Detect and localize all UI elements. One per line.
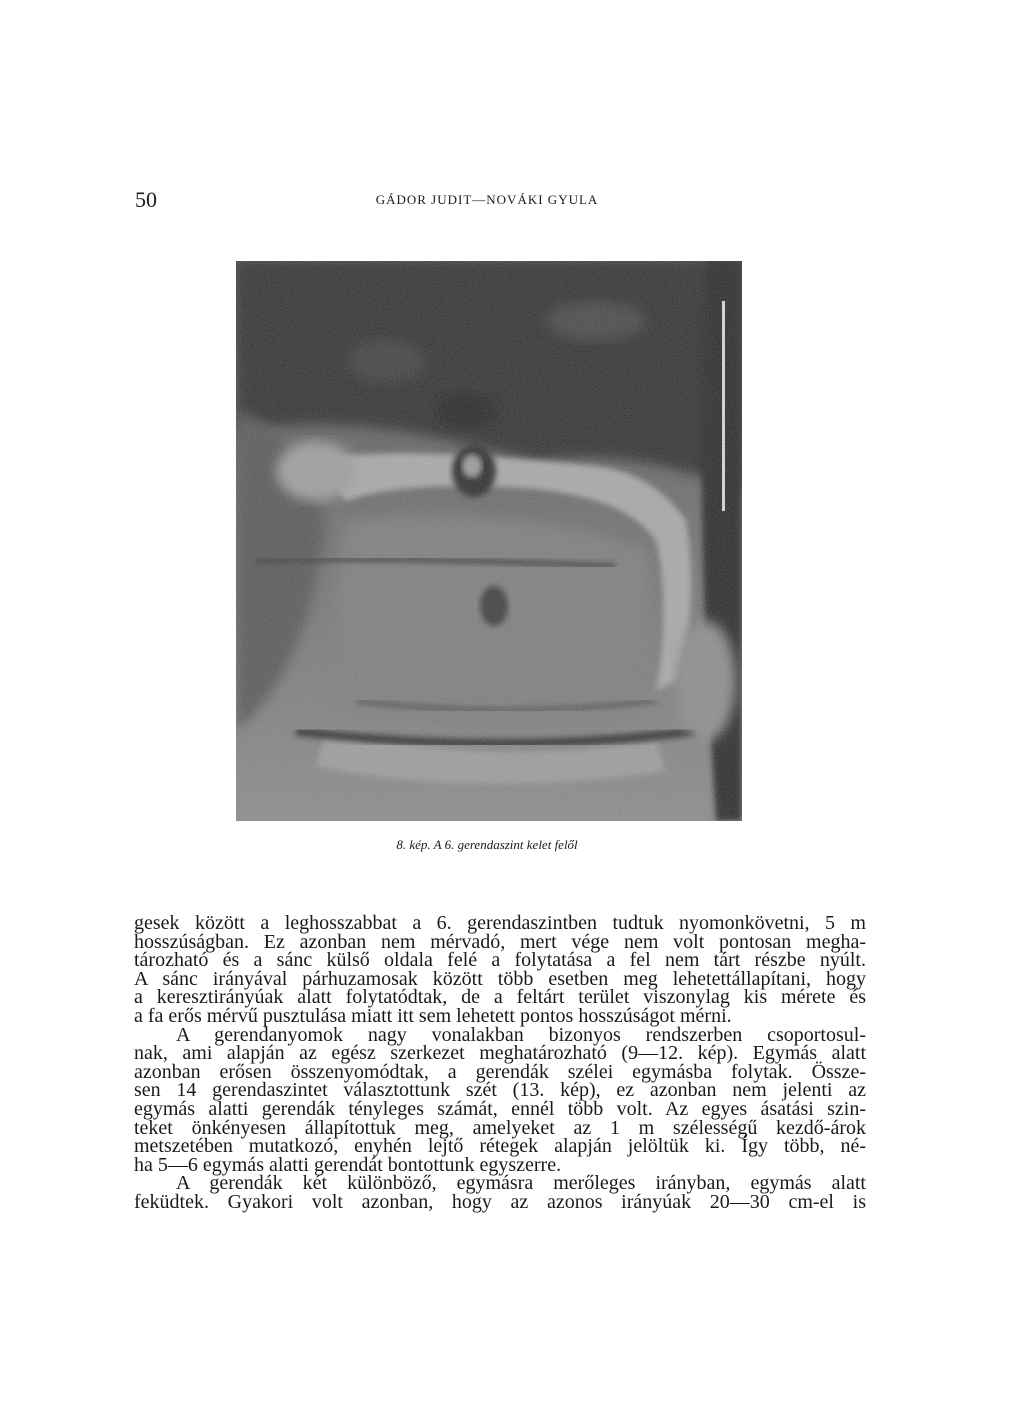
text-line: metszetében mutatkozó, enyhén lejtő rétegek alapján jelöltük ki. Így több, né- (134, 1135, 866, 1158)
text-line: azonban erősen összenyomódtak, a gerendák szélei egymásba folytak. Össze- (134, 1060, 866, 1083)
text-line: A sánc irányával párhuzamosak között több esetben meg lehetettállapítani, hogy (134, 967, 866, 990)
text-line: gesek között a leghosszabbat a 6. gerendaszintben tudtuk nyomonkövetni, 5 m (134, 912, 866, 934)
text-line: hosszúságban. Ez azonban nem mérvadó, mert vége nem volt pontosan megha- (134, 930, 866, 953)
text-line: a fa erős mérvű pusztulása miatt itt sem lehetett pontos hosszúságot mérni. (134, 1004, 732, 1027)
running-head (0, 191, 1024, 209)
figure-caption (0, 836, 1024, 854)
text-line: egymás alatti gerendák tényleges számát, ennél több volt. Az egyes ásatási szin- (134, 1097, 866, 1120)
text-line: a keresztirányúak alatt folytatódtak, de a feltárt terület viszonylag kis mérete és (134, 986, 866, 1009)
text-line: feküdtek. Gyakori volt azonban, hogy az azonos irányúak 20—30 cm-el is (134, 1190, 866, 1213)
body-text (134, 914, 866, 1212)
text-line: nak, ami alapján az egész szerkezet meghatározható (9—12. kép). Egymás alatt (134, 1042, 866, 1065)
excavation-photo (236, 261, 742, 821)
page-number: 50 (135, 187, 157, 212)
text-line: A gerendanyomok nagy vonalakban bizonyos rendszerben csoportosul- (176, 1023, 866, 1046)
text-line: teket önkényesen állapítottuk meg, amelyeket az 1 m szélességű kezdő-árok (134, 1116, 866, 1139)
text-line: ha 5—6 egymás alatti gerendát bontottunk egyszerre. (134, 1153, 562, 1176)
figure-caption-text: 8. kép. A 6. gerendaszint kelet felől (396, 837, 578, 852)
text-line: A gerendák két különböző, egymásra merőleges irányban, egymás alatt (176, 1172, 866, 1195)
text-line: tározható és a sánc külső oldala felé a folytatása a fel nem tárt részbe nyúlt. (134, 949, 866, 972)
text-line: sen 14 gerendaszintet választottunk szét (13. kép), ez azonban nem jelenti az (134, 1079, 866, 1102)
running-head-text: GÁDOR JUDIT—NOVÁKI GYULA (375, 192, 599, 207)
